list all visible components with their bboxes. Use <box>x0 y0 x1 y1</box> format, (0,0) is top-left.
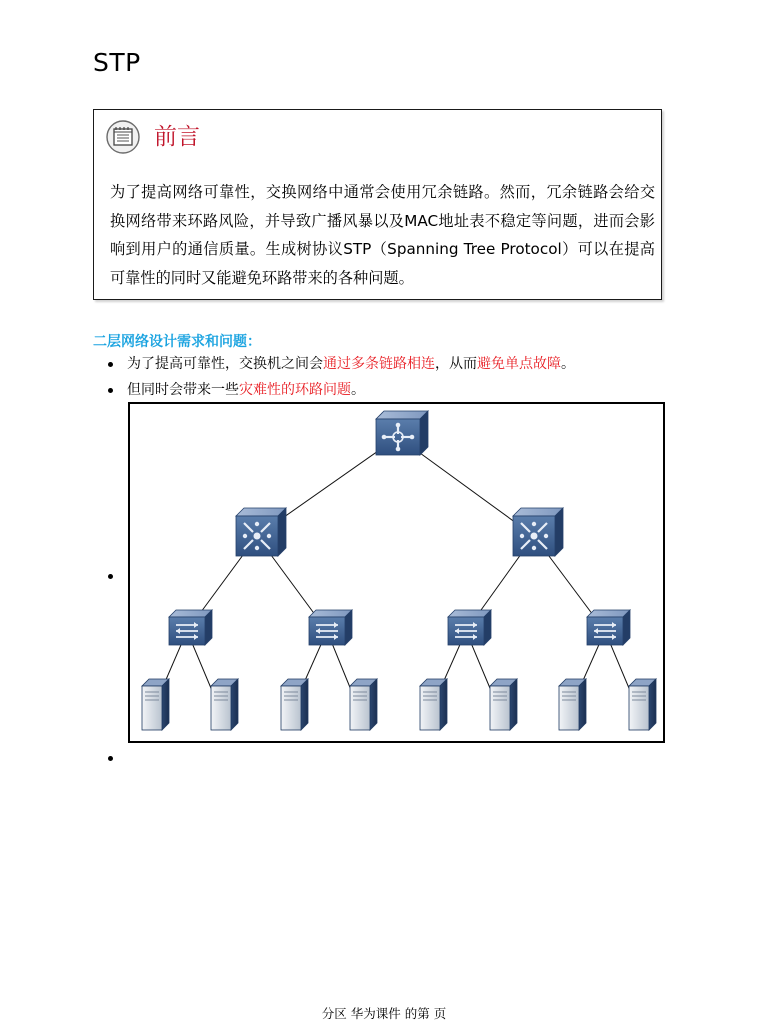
access-switch-4-icon <box>587 610 630 645</box>
agg-switch-left-icon <box>236 508 286 556</box>
server-2-icon <box>211 679 238 730</box>
access-switch-2-icon <box>309 610 352 645</box>
section-heading: 二层网络设计需求和问题： <box>93 334 261 350</box>
server-6-icon <box>490 679 517 730</box>
access-switch-3-icon <box>448 610 491 645</box>
bullet-text <box>127 378 365 402</box>
link-group <box>152 437 639 712</box>
server-7-icon <box>559 679 586 730</box>
bullet-2-part: 但同时会带来一些 <box>127 382 239 398</box>
server-4-icon <box>350 679 377 730</box>
preface-box <box>93 109 662 300</box>
bullet-1-highlight: 通过多条链路相连 <box>323 356 435 372</box>
bullet-1-part: ，从而 <box>435 356 477 372</box>
bullet-1-highlight: 避免单点故障 <box>477 356 561 372</box>
bullet-dot <box>108 574 113 579</box>
page-footer: 分区 华为课件 的第 页 <box>321 1006 447 1021</box>
bullet-dot <box>108 362 113 367</box>
topology-svg <box>130 404 663 741</box>
access-switch-1-icon <box>169 610 212 645</box>
bullet-1-part: 。 <box>561 356 575 372</box>
server-8-icon <box>629 679 656 730</box>
network-topology-diagram <box>128 402 665 743</box>
bullet-dot <box>108 388 113 393</box>
bullet-2-part: 。 <box>351 382 365 398</box>
node-group <box>142 411 656 730</box>
server-3-icon <box>281 679 308 730</box>
core-router-icon <box>376 411 428 455</box>
preface-body: 为了提高网络可靠性，交换网络中通常会使用冗余链路。然而，冗余链路会给交换网络带来环路风险，并导致广播风暴以及MAC地址表不稳定等问题，进而会影响到用户的通信质量。生成树协议STP（Spanning Tree Protocol）可以在提高可靠性的同时又能避免环路带来的各种问题。 <box>110 183 655 287</box>
bullet-dot <box>108 756 113 761</box>
preface-book-icon <box>106 120 140 154</box>
bullet-text <box>127 352 575 376</box>
server-1-icon <box>142 679 169 730</box>
agg-switch-right-icon <box>513 508 563 556</box>
server-5-icon <box>420 679 447 730</box>
preface-heading: 前言 <box>154 124 200 150</box>
bullet-1-part: 为了提高可靠性，交换机之间会 <box>127 356 323 372</box>
bullet-2-highlight: 灾难性的环路问题 <box>239 382 351 398</box>
document-title: STP <box>93 48 141 77</box>
